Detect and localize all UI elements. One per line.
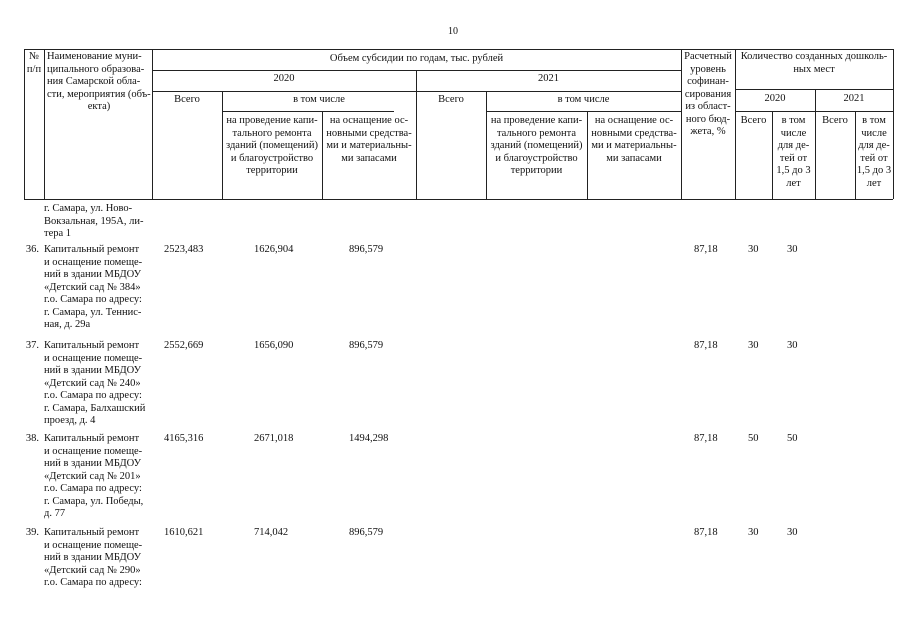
row-name: Капитальный ремонт и оснащение помеще- ний в здании МБДОУ «Детский сад № 201» г.о. Самара по адресу: г. Самара, ул. Победы, д. 77: [44, 433, 144, 519]
row-places-small: 30: [787, 340, 798, 351]
header-equip-2021: на оснащение ос- новными средства- ми и материальны- ми запасами: [591, 115, 677, 164]
header-places-total-2020: Всего: [740, 115, 767, 126]
row-total-2020: 1610,621: [164, 527, 204, 538]
row-places-small: 50: [787, 433, 798, 444]
row-places-total: 50: [748, 433, 759, 444]
row-repair-2020: 714,042: [254, 527, 289, 538]
header-places-2021: 2021: [843, 93, 865, 104]
row-places-small: 30: [787, 527, 798, 538]
row-places-total: 30: [748, 527, 759, 538]
header-subsidy-title: Объем субсидии по годам, тыс. рублей: [329, 53, 504, 64]
row-name: Капитальный ремонт и оснащение помеще- ний в здании МБДОУ «Детский сад № 384» г.о. Самара по адресу: г. Самара, ул. Теннис- ная, д. 29а: [44, 244, 143, 330]
row-rate: 87,18: [694, 527, 718, 538]
row-equip-2020: 1494,298: [349, 433, 389, 444]
row-equip-2020: 896,579: [349, 244, 384, 255]
row-places-total: 30: [748, 244, 759, 255]
carryover-address: г. Самара, ул. Ново- Вокзальная, 195А, ли- тера 1: [44, 203, 144, 239]
header-including-2020: в том числе: [293, 94, 345, 105]
row-number: 36.: [25, 244, 39, 255]
row-total-2020: 4165,316: [164, 433, 204, 444]
header-name: Наименование муни- ципального образова- ния Самарской обла- сти, мероприятия (объ- екта): [47, 51, 151, 112]
row-places-total: 30: [748, 340, 759, 351]
header-rate: Расчетный уровень софинан- сирования из област- ного бюд- жета, %: [684, 51, 732, 137]
header-places-2020: 2020: [764, 93, 786, 104]
header-year-2020: 2020: [273, 73, 295, 84]
header-places-small-2020: в том числе для де- тей от 1,5 до 3 лет: [776, 115, 811, 189]
header-total-2020: Всего: [174, 94, 200, 105]
row-name: Капитальный ремонт и оснащение помеще- ний в здании МБДОУ «Детский сад № 240» г.о. Самара по адресу: г. Самара, Балхашский проезд, д. 4: [44, 340, 146, 426]
row-total-2020: 2552,669: [164, 340, 204, 351]
header-places-small-2021: в том числе для де- тей от 1,5 до 3 лет: [856, 115, 892, 189]
row-number: 38.: [25, 433, 39, 444]
row-repair-2020: 1656,090: [254, 340, 294, 351]
header-num: № п/п: [26, 51, 42, 75]
row-number: 37.: [25, 340, 39, 351]
header-repair-2021: на проведение капи- тального ремонта зданий (помещений) и благоустройство территории: [490, 115, 583, 176]
header-repair-2020: на проведение капи- тального ремонта зданий (помещений) и благоустройство территории: [225, 115, 318, 176]
row-rate: 87,18: [694, 433, 718, 444]
row-repair-2020: 2671,018: [254, 433, 294, 444]
row-equip-2020: 896,579: [349, 340, 384, 351]
row-rate: 87,18: [694, 244, 718, 255]
row-number: 39.: [25, 527, 39, 538]
row-rate: 87,18: [694, 340, 718, 351]
row-repair-2020: 1626,904: [254, 244, 294, 255]
header-places: Количество созданных дошколь- ных мест: [740, 51, 888, 75]
header-equip-2020: на оснащение ос- новными средства- ми и материальны- ми запасами: [326, 115, 412, 164]
header-places-total-2021: Всего: [822, 115, 848, 126]
row-total-2020: 2523,483: [164, 244, 204, 255]
page-number: 10: [448, 26, 458, 37]
row-name: Капитальный ремонт и оснащение помеще- ний в здании МБДОУ «Детский сад № 290» г.о. Самара по адресу:: [44, 527, 143, 588]
header-including-2021: в том числе: [557, 94, 610, 105]
header-year-2021: 2021: [538, 73, 559, 84]
header-total-2021: Всего: [438, 94, 464, 105]
row-places-small: 30: [787, 244, 798, 255]
row-equip-2020: 896,579: [349, 527, 384, 538]
